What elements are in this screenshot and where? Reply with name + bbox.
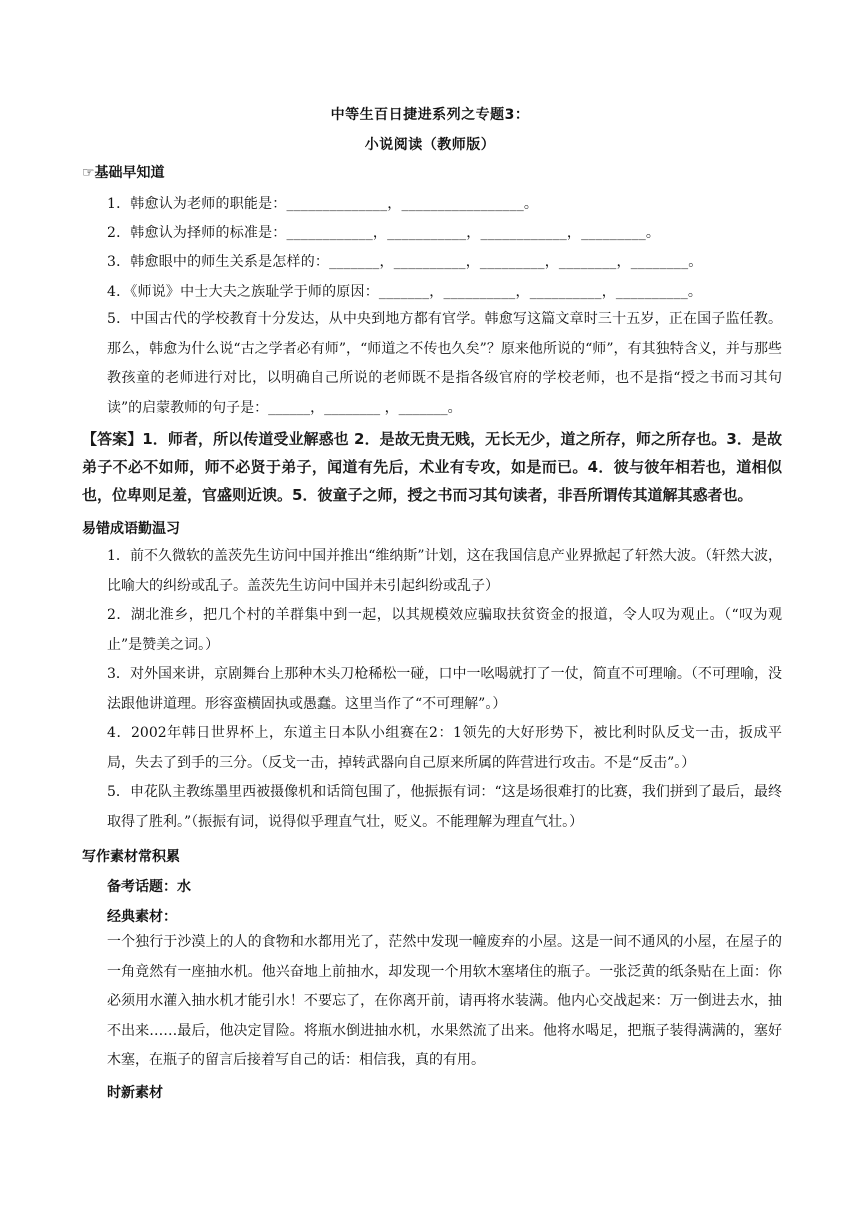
classic-material [82,928,782,1076]
classic-material-label: 经典素材： [107,909,177,925]
question-3: 3．韩愈眼中的师生关系是怎样的：_______，__________，_________，________，________。 [107,254,703,270]
idiom-item-4: 4．2002年韩日世界杯上，东道主日本队小组赛在2：1领先的大好形势下，被比利时队反戈一击，扳成平局，失去了到手的三分。（反戈一击，掉转武器向自己原来所属的阵营进行攻击。不是“反击”。） [107,725,782,771]
question-1: 1．韩愈认为老师的职能是：______________，_________________。 [107,196,539,212]
new-material-label: 时新素材 [107,1085,163,1101]
idiom-item-5: 5．申花队主教练墨里西被摄像机和话筒包围了，他振振有词：“这是场很难打的比赛，我们拼到了最后，最终取得了胜利。”（振振有词，说得似乎理直气壮，贬义。不能理解为理直气壮。） [107,784,782,830]
idiom-list [82,542,782,837]
topic-label: 备考话题：水 [107,879,191,895]
idiom-item-1: 1．前不久微软的盖茨先生访问中国并推出“维纳斯”计划，这在我国信息产业界掀起了轩然大波。（轩然大波，比喻大的纠纷或乱子。盖茨先生访问中国并未引起纠纷或乱子） [107,548,782,594]
question-5 [82,305,782,423]
document-title: 中等生百日捷进系列之专题3： [330,107,530,123]
question-4: 4．《师说》中士大夫之族耻学于师的原因：_______，__________，__________，__________。 [107,284,703,300]
question-5-text: 5．中国古代的学校教育十分发达，从中央到地方都有官学。韩愈写这篇文章时三十五岁，正在国子监任教。那么，韩愈为什么说“古之学者必有师”，“师道之不传也久矣”？原来他所说的“师”，有其独特含义，并与那些教孩童的老师进行对比，以明确自己所说的老师既不是指各级官府的学校老师，也不是指“授之书而习其句读”的启蒙教师的句子是：______，________ ，_______。 [107,311,782,416]
document-subtitle: 小说阅读（教师版） [364,137,496,153]
section-heading-writing: 写作素材常积累 [82,849,180,865]
classic-material-text: 一个独行于沙漠上的人的食物和水都用光了，茫然中发现一幢废弃的小屋。这是一间不通风的小屋，在屋子的一角竟然有一座抽水机。他兴奋地上前抽水，却发现一个用软木塞堵住的瓶子。一张泛黄的纸条贴在上面：你必须用水灌入抽水机才能引水！不要忘了，在你离开前，请再将水装满。他内心交战起来：万一倒进去水，抽不出来……最后，他决定冒险。将瓶水倒进抽水机，水果然流了出来。他将水喝足，把瓶子装得满满的，塞好木塞，在瓶子的留言后接着写自己的话：相信我，真的有用。 [107,934,782,1068]
idiom-item-2: 2．湖北淮乡，把几个村的羊群集中到一起，以其规模效应骗取扶贫资金的报道，令人叹为观止。（“叹为观止”是赞美之词。） [107,607,782,653]
idiom-item-3: 3．对外国来讲，京剧舞台上那种木头刀枪稀松一碰，口中一吆喝就打了一仗，简直不可理喻。（不可理喻，没法跟他讲道理。形容蛮横固执或愚蠢。这里当作了“不可理解”。） [107,666,782,712]
question-2: 2．韩愈认为择师的标准是：____________，___________，____________，_________。 [107,225,661,241]
answer-block: 【答案】1．师者，所以传道受业解惑也 2．是故无贵无贱，无长无少，道之所存，师之所存也。3．是故弟子不必不如师，师不必贤于弟子，闻道有先后，术业有专攻，如是而已。4．彼与彼年相若也，道相似也，位卑则足羞，官盛则近谀。5．彼童子之师，授之书而习其句读者，非吾所谓传其道解其惑者也。 [82,430,782,504]
section-heading-idioms: 易错成语勤温习 [82,521,180,537]
section-heading-basics: ☞基础早知道 [82,165,165,181]
